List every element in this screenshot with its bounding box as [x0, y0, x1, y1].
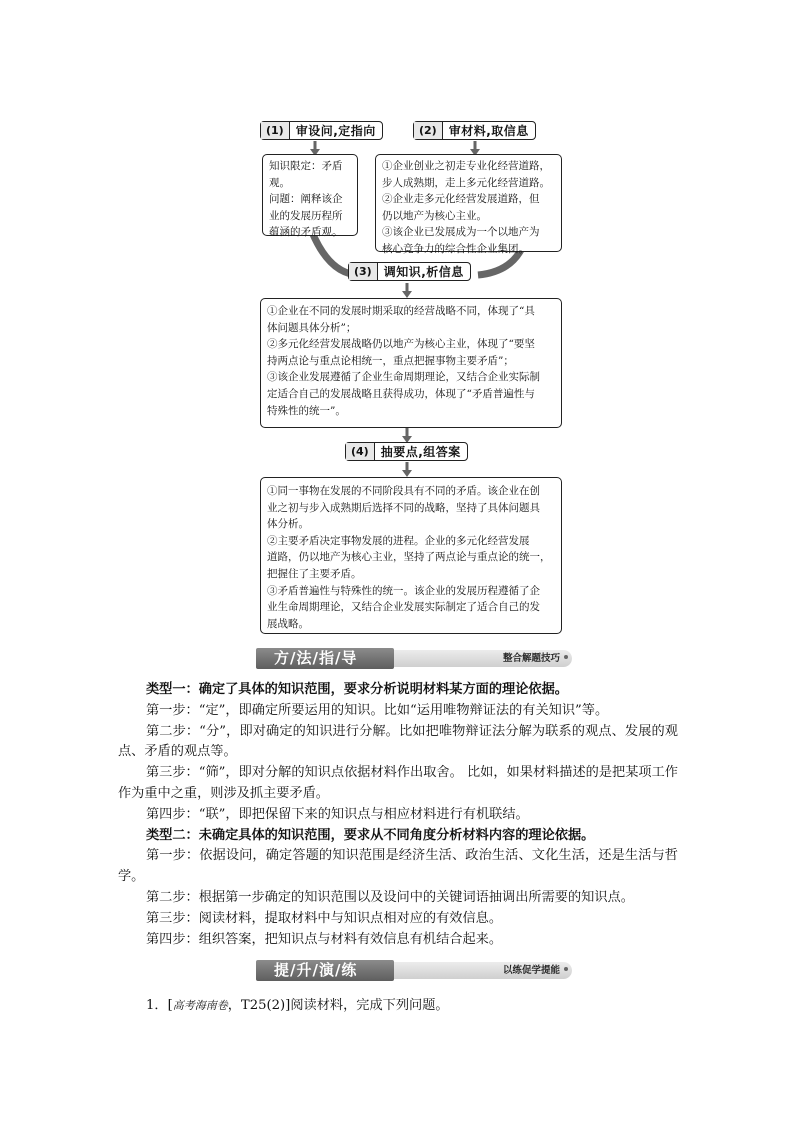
box2-line: 核心竞争力的综合性企业集团。	[382, 242, 529, 255]
box2-line: 步人成熟期，走上多元化经营道路。	[382, 176, 550, 189]
paragraph: 第三步：“筛”，即对分解的知识点依据材料作出取舍。 比如，如果材料描述的是把某项工作作为重中之重，则涉及抓主要矛盾。	[118, 765, 678, 801]
box4-line: 把握住了主要矛盾。	[267, 567, 362, 580]
step-3-label: 调知识,析信息	[383, 265, 464, 279]
paragraph: 第二步：根据第一步确定的知识范围以及设问中的关键词语抽调出所需要的知识点。	[146, 889, 634, 905]
box-material-info	[375, 154, 562, 255]
box4-line: ②主要矛盾决定事物发展的进程。企业的多元化经营发展	[267, 534, 530, 547]
step-1-number: (1)	[261, 122, 290, 139]
box1-line: 蕴涵的矛盾观。	[269, 226, 343, 239]
box3-line: ③该企业发展遵循了企业生命周期理论，又结合企业实际制	[267, 371, 540, 384]
section-banner-practice	[256, 960, 572, 981]
banner-title: 方/法/指/导	[256, 648, 394, 669]
step-4-number: (4)	[346, 443, 375, 460]
box1-line: 观。	[269, 176, 290, 189]
box4-line: ③矛盾普遍性与特殊性的统一。该企业的发展历程遵循了企	[267, 584, 540, 597]
paragraph: 第一步：“定”，即确定所要运用的知识。比如“运用唯物辩证法的有关知识”等。	[146, 702, 609, 718]
box1-line: 问题：阐释该企	[269, 193, 343, 206]
box-answer-points	[260, 477, 562, 634]
paragraph: 第二步：“分”，即对确定的知识进行分解。比如把唯物辩证法分解为联系的观点、发展的观点、矛盾的观点等。	[118, 723, 678, 760]
question-1	[146, 994, 449, 1013]
paragraph-type-1: 类型一：确定了具体的知识范围，要求分析说明材料某方面的理论依据。	[146, 682, 568, 697]
box3-line: ②多元化经营发展战略仍以地产为核心主业，体现了“要坚	[267, 338, 535, 351]
box3-line: 持两点论与重点论相统一，重点把握事物主要矛盾”；	[267, 354, 514, 367]
paragraph: 第三步：阅读材料，提取材料中与知识点相对应的有效信息。	[146, 910, 503, 926]
paragraph-type-2: 类型二：未确定具体的知识范围，要求从不同角度分析材料内容的理论依据。	[146, 827, 595, 843]
box2-line: ①企业创业之初走专业化经营道路，	[382, 160, 550, 172]
method-text	[118, 680, 678, 950]
box4-line: 道路，仍以地产为核心主业，坚持了两点论与重点论的统一，	[267, 551, 551, 564]
step-3-number: (3)	[349, 263, 378, 280]
step-4-label: 抽要点,组答案	[380, 445, 461, 459]
paragraph: 第四步：“联”，即把保留下来的知识点与相应材料进行有机联结。	[146, 806, 529, 822]
box2-line: ③该企业已发展成为一个以地产为	[382, 226, 540, 239]
paragraph: 第一步：依据设问，确定答题的知识范围是经济生活、政治生活、文化生活，还是生活与哲学。	[118, 848, 678, 885]
box4-line: 业生命周期理论，又结合企业发展实际制定了适合自己的发	[267, 601, 540, 614]
box2-line: ②企业走多元化经营发展道路，但	[382, 193, 540, 206]
question-text: ，T25(2)]阅读材料，完成下列问题。	[227, 998, 449, 1013]
box3-line: 体问题具体分析”；	[267, 321, 357, 334]
step-1-title	[260, 121, 383, 140]
box-knowledge-limit	[262, 154, 358, 239]
dot-icon	[564, 967, 568, 971]
step-1-label: 审设问,定指向	[295, 124, 376, 138]
box4-line: ①同一事物在发展的不同阶段具有不同的矛盾。该企业在创	[267, 485, 540, 497]
box2-line: 仍以地产为核心主业。	[382, 209, 487, 222]
box3-line: 特殊性的统一”。	[267, 404, 346, 417]
box3-line: 定适合自己的发展战略且获得成功，体现了“矛盾普遍性与	[267, 387, 535, 400]
step-3-title	[348, 262, 471, 281]
question-number: 1．[	[146, 998, 173, 1013]
box4-line: 业之初与步入成熟期后选择不同的战略，坚持了具体问题具	[267, 501, 540, 514]
box1-line: 业的发展历程所	[269, 209, 343, 222]
section-banner-method	[256, 648, 572, 669]
box-knowledge-analysis	[260, 298, 562, 428]
box4-line: 展战略。	[267, 617, 309, 630]
banner-title: 提/升/演/练	[256, 960, 394, 981]
step-2-label: 审材料,取信息	[448, 124, 529, 138]
arrow-down-icon	[402, 283, 412, 299]
box1-line: 知识限定：矛盾	[269, 160, 343, 172]
dot-icon	[564, 655, 568, 659]
box4-line: 体分析。	[267, 518, 309, 531]
step-2-title	[413, 121, 536, 140]
step-2-number: (2)	[414, 122, 443, 139]
arrow-down-icon	[402, 462, 412, 478]
question-source: 高考海南卷	[172, 999, 228, 1012]
box3-line: ①企业在不同的发展时期采取的经营战略不同，体现了“具	[267, 305, 535, 317]
step-4-title	[345, 442, 468, 461]
banner-tag: 以练促学提能	[386, 962, 572, 979]
paragraph: 第四步：组织答案，把知识点与材料有效信息有机结合起来。	[146, 931, 503, 947]
banner-tag: 整合解题技巧	[386, 650, 572, 667]
